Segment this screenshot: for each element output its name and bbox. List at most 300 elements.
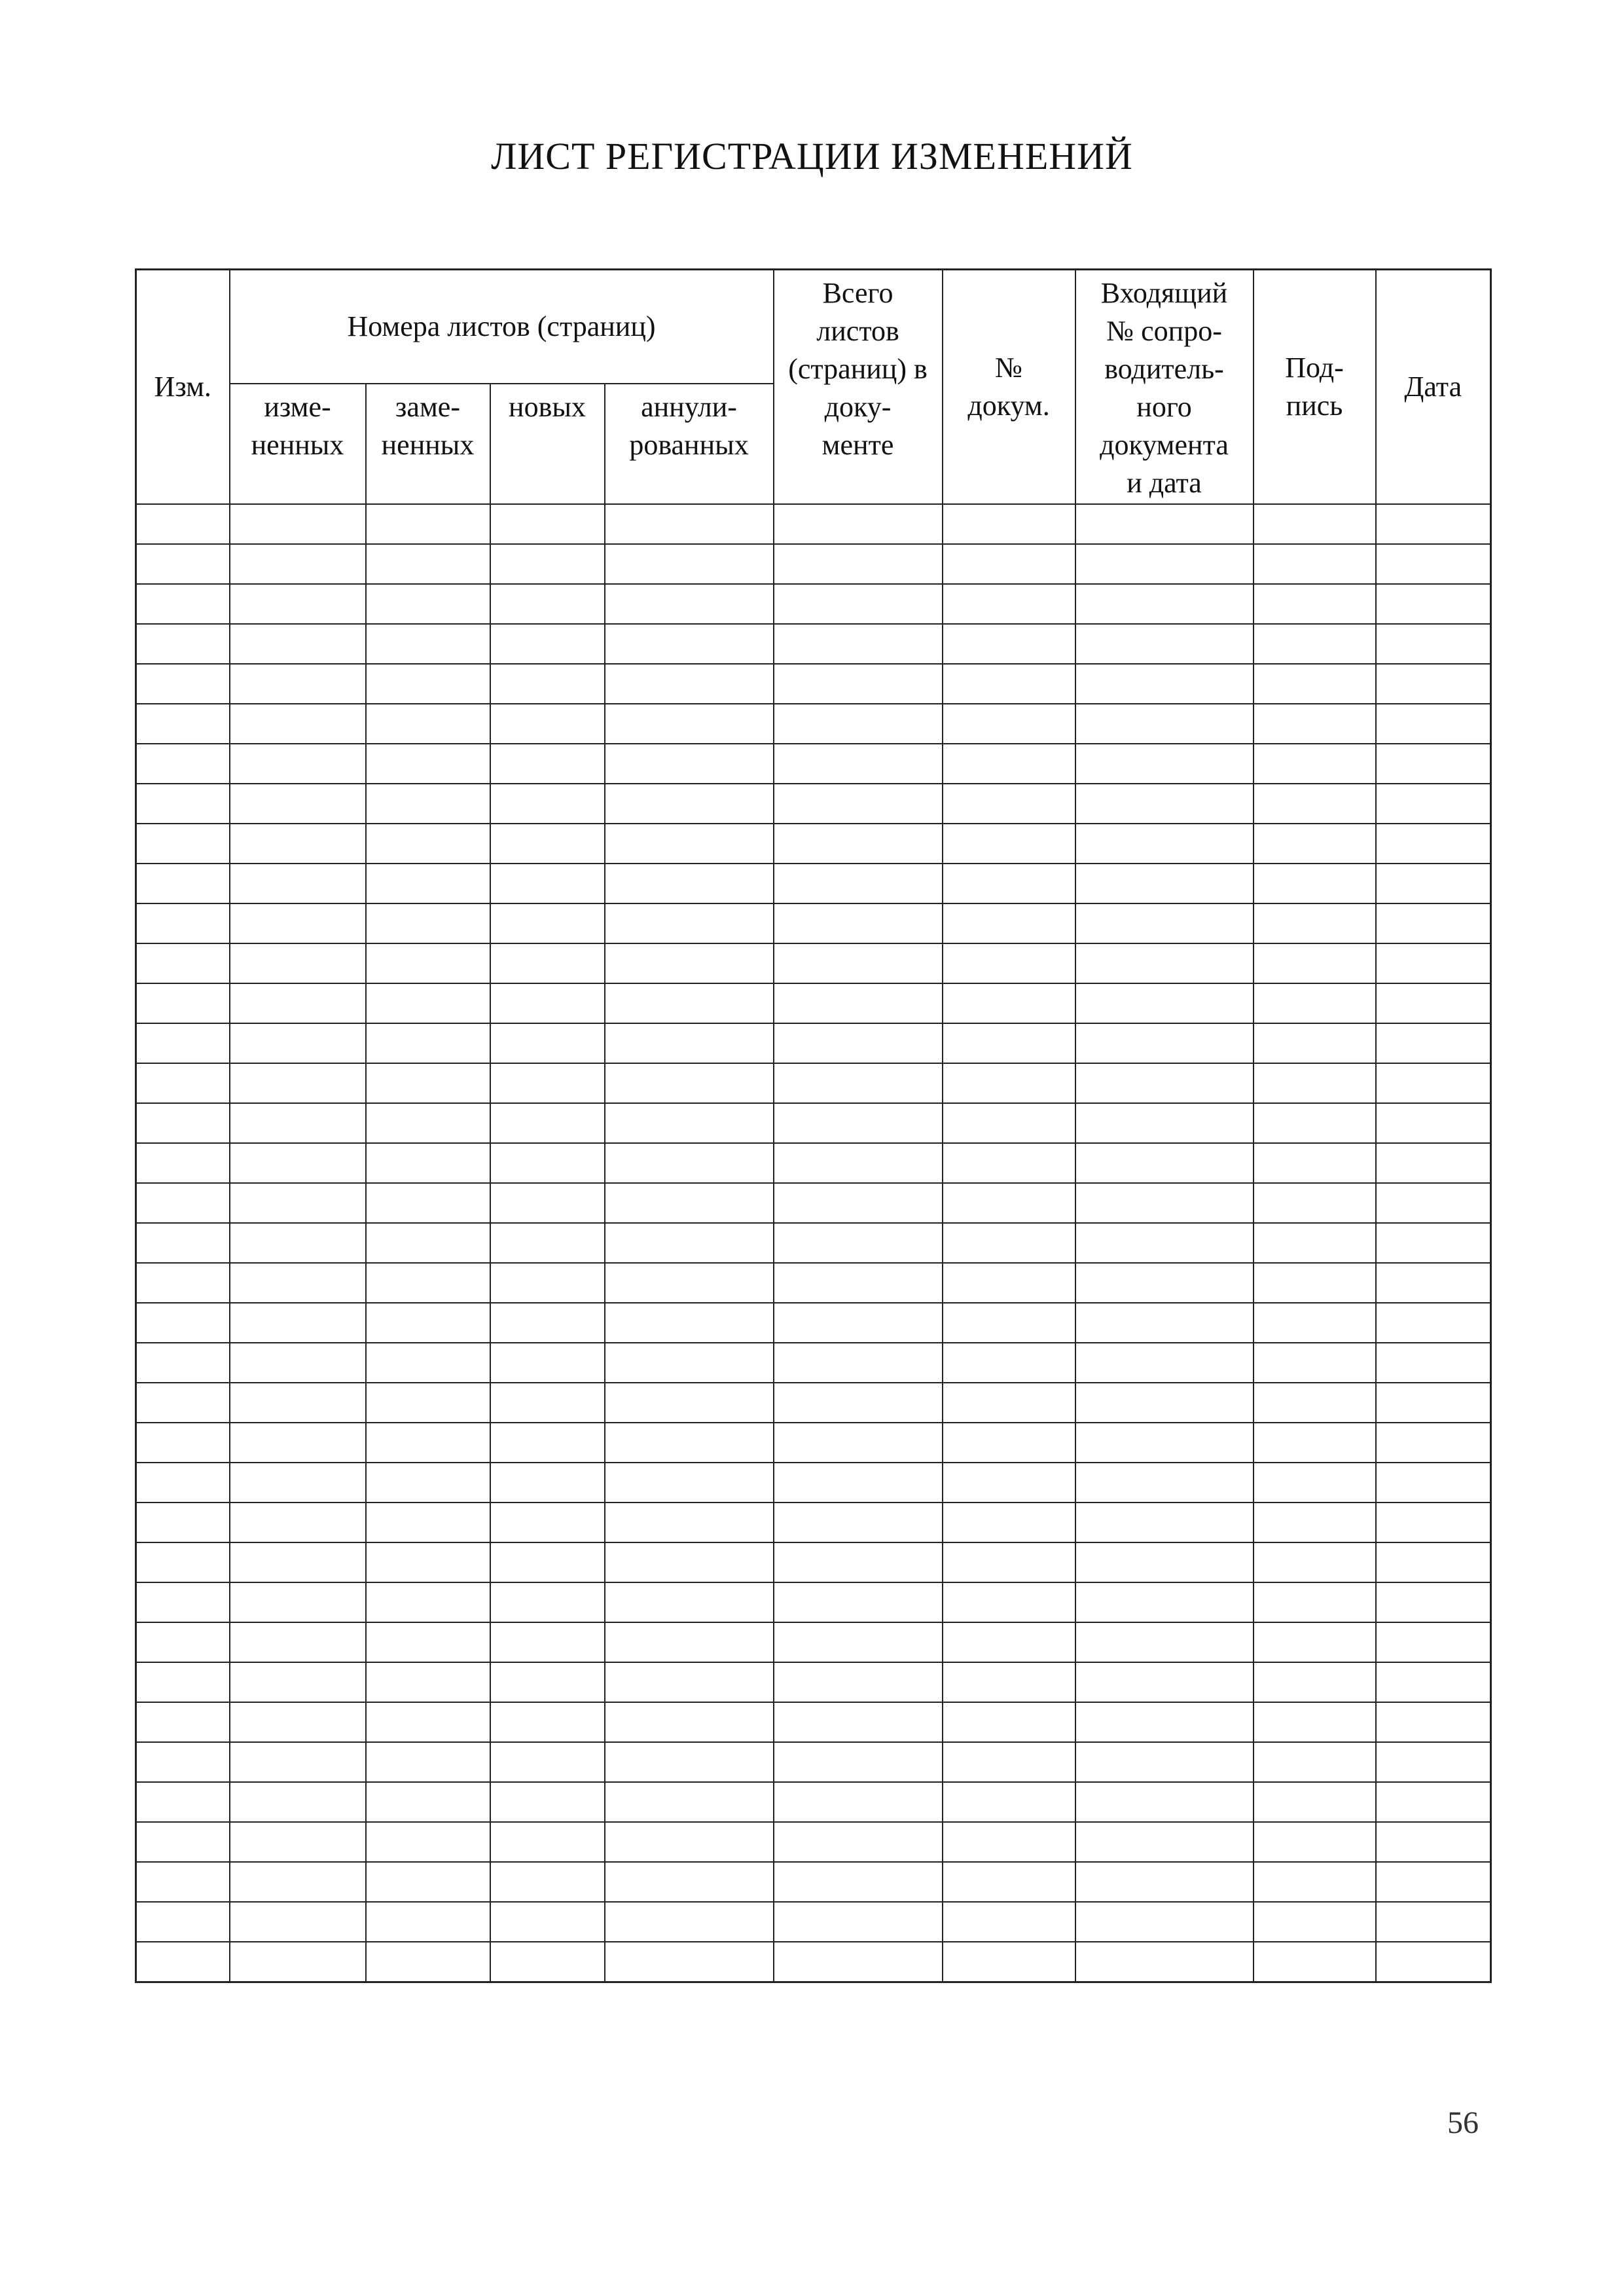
- table-cell[interactable]: [230, 1463, 366, 1503]
- table-cell[interactable]: [1376, 1702, 1491, 1742]
- table-cell[interactable]: [605, 1423, 774, 1463]
- table-cell[interactable]: [490, 1383, 605, 1423]
- table-cell[interactable]: [605, 1023, 774, 1063]
- table-cell[interactable]: [136, 1303, 230, 1343]
- table-cell[interactable]: [490, 1822, 605, 1862]
- table-cell[interactable]: [490, 784, 605, 824]
- table-cell[interactable]: [943, 983, 1075, 1023]
- table-cell[interactable]: [136, 1423, 230, 1463]
- table-cell[interactable]: [366, 1143, 490, 1183]
- table-cell[interactable]: [490, 903, 605, 943]
- table-cell[interactable]: [1075, 704, 1254, 744]
- table-cell[interactable]: [230, 1862, 366, 1902]
- table-cell[interactable]: [136, 1503, 230, 1542]
- table-cell[interactable]: [1376, 903, 1491, 943]
- table-cell[interactable]: [1075, 1782, 1254, 1822]
- table-cell[interactable]: [366, 1702, 490, 1742]
- table-cell[interactable]: [605, 704, 774, 744]
- table-cell[interactable]: [1376, 1782, 1491, 1822]
- table-cell[interactable]: [774, 624, 943, 664]
- table-cell[interactable]: [1254, 504, 1376, 544]
- table-cell[interactable]: [774, 864, 943, 903]
- table-cell[interactable]: [230, 1383, 366, 1423]
- table-cell[interactable]: [1254, 1223, 1376, 1263]
- table-cell[interactable]: [230, 1303, 366, 1343]
- table-cell[interactable]: [136, 1942, 230, 1982]
- table-cell[interactable]: [230, 544, 366, 584]
- table-cell[interactable]: [1075, 903, 1254, 943]
- table-cell[interactable]: [366, 1103, 490, 1143]
- table-cell[interactable]: [605, 824, 774, 864]
- table-cell[interactable]: [605, 1542, 774, 1582]
- table-cell[interactable]: [774, 704, 943, 744]
- table-cell[interactable]: [490, 1702, 605, 1742]
- table-cell[interactable]: [136, 943, 230, 983]
- table-cell[interactable]: [1254, 1263, 1376, 1303]
- table-cell[interactable]: [1254, 1702, 1376, 1742]
- table-cell[interactable]: [1376, 504, 1491, 544]
- table-cell[interactable]: [366, 1902, 490, 1942]
- table-cell[interactable]: [136, 744, 230, 784]
- table-cell[interactable]: [605, 1183, 774, 1223]
- table-cell[interactable]: [230, 664, 366, 704]
- table-cell[interactable]: [1075, 664, 1254, 704]
- table-cell[interactable]: [1254, 824, 1376, 864]
- table-cell[interactable]: [943, 624, 1075, 664]
- table-cell[interactable]: [136, 1063, 230, 1103]
- table-cell[interactable]: [605, 784, 774, 824]
- table-cell[interactable]: [605, 1303, 774, 1343]
- table-cell[interactable]: [1075, 1902, 1254, 1942]
- table-cell[interactable]: [943, 1782, 1075, 1822]
- table-cell[interactable]: [490, 1223, 605, 1263]
- table-cell[interactable]: [136, 983, 230, 1023]
- table-cell[interactable]: [490, 1183, 605, 1223]
- table-cell[interactable]: [774, 1183, 943, 1223]
- table-cell[interactable]: [774, 584, 943, 624]
- table-cell[interactable]: [1376, 1063, 1491, 1103]
- table-cell[interactable]: [1376, 1622, 1491, 1662]
- table-cell[interactable]: [943, 1023, 1075, 1063]
- table-cell[interactable]: [136, 1463, 230, 1503]
- table-cell[interactable]: [943, 1662, 1075, 1702]
- table-cell[interactable]: [1254, 1463, 1376, 1503]
- table-cell[interactable]: [1254, 624, 1376, 664]
- table-cell[interactable]: [230, 624, 366, 664]
- table-cell[interactable]: [230, 704, 366, 744]
- table-cell[interactable]: [1254, 1822, 1376, 1862]
- table-cell[interactable]: [136, 1223, 230, 1263]
- table-cell[interactable]: [605, 1103, 774, 1143]
- table-cell[interactable]: [605, 903, 774, 943]
- table-cell[interactable]: [1254, 1343, 1376, 1383]
- table-cell[interactable]: [230, 1103, 366, 1143]
- table-cell[interactable]: [1254, 1503, 1376, 1542]
- table-cell[interactable]: [230, 1702, 366, 1742]
- table-cell[interactable]: [1075, 744, 1254, 784]
- table-cell[interactable]: [1376, 1822, 1491, 1862]
- table-cell[interactable]: [1254, 664, 1376, 704]
- table-cell[interactable]: [366, 943, 490, 983]
- table-cell[interactable]: [366, 1023, 490, 1063]
- table-cell[interactable]: [774, 1622, 943, 1662]
- table-cell[interactable]: [943, 1103, 1075, 1143]
- table-cell[interactable]: [366, 1183, 490, 1223]
- table-cell[interactable]: [774, 784, 943, 824]
- table-cell[interactable]: [136, 903, 230, 943]
- table-cell[interactable]: [605, 1063, 774, 1103]
- table-cell[interactable]: [230, 1902, 366, 1942]
- table-cell[interactable]: [943, 1902, 1075, 1942]
- table-cell[interactable]: [490, 1063, 605, 1103]
- table-cell[interactable]: [1254, 1942, 1376, 1982]
- table-cell[interactable]: [774, 1822, 943, 1862]
- table-cell[interactable]: [230, 504, 366, 544]
- table-cell[interactable]: [136, 784, 230, 824]
- table-cell[interactable]: [136, 1862, 230, 1902]
- table-cell[interactable]: [136, 1742, 230, 1782]
- table-cell[interactable]: [366, 1782, 490, 1822]
- table-cell[interactable]: [605, 1902, 774, 1942]
- table-cell[interactable]: [230, 1542, 366, 1582]
- table-cell[interactable]: [1075, 1423, 1254, 1463]
- table-cell[interactable]: [1075, 544, 1254, 584]
- table-cell[interactable]: [1376, 784, 1491, 824]
- table-cell[interactable]: [605, 1503, 774, 1542]
- table-cell[interactable]: [774, 903, 943, 943]
- table-cell[interactable]: [1254, 943, 1376, 983]
- table-cell[interactable]: [366, 624, 490, 664]
- table-cell[interactable]: [1376, 1303, 1491, 1343]
- table-cell[interactable]: [490, 1662, 605, 1702]
- table-cell[interactable]: [774, 1063, 943, 1103]
- table-cell[interactable]: [366, 1662, 490, 1702]
- table-cell[interactable]: [943, 1383, 1075, 1423]
- table-cell[interactable]: [366, 1582, 490, 1622]
- table-cell[interactable]: [943, 1423, 1075, 1463]
- table-cell[interactable]: [1376, 1503, 1491, 1542]
- table-cell[interactable]: [230, 1023, 366, 1063]
- table-cell[interactable]: [490, 1303, 605, 1343]
- table-cell[interactable]: [136, 664, 230, 704]
- table-cell[interactable]: [1376, 1582, 1491, 1622]
- table-cell[interactable]: [774, 504, 943, 544]
- table-cell[interactable]: [1376, 1662, 1491, 1702]
- table-cell[interactable]: [605, 1862, 774, 1902]
- table-cell[interactable]: [1075, 1862, 1254, 1902]
- table-cell[interactable]: [230, 584, 366, 624]
- table-cell[interactable]: [605, 983, 774, 1023]
- table-cell[interactable]: [943, 664, 1075, 704]
- table-cell[interactable]: [366, 1503, 490, 1542]
- table-cell[interactable]: [1254, 1383, 1376, 1423]
- table-cell[interactable]: [230, 1782, 366, 1822]
- table-cell[interactable]: [1075, 1503, 1254, 1542]
- table-cell[interactable]: [1075, 1942, 1254, 1982]
- table-cell[interactable]: [136, 1383, 230, 1423]
- table-cell[interactable]: [1075, 943, 1254, 983]
- table-cell[interactable]: [943, 943, 1075, 983]
- table-cell[interactable]: [136, 1702, 230, 1742]
- table-cell[interactable]: [490, 1622, 605, 1662]
- table-cell[interactable]: [366, 983, 490, 1023]
- table-cell[interactable]: [1254, 1542, 1376, 1582]
- table-cell[interactable]: [1075, 504, 1254, 544]
- table-cell[interactable]: [1376, 1423, 1491, 1463]
- table-cell[interactable]: [774, 1423, 943, 1463]
- table-cell[interactable]: [1376, 1463, 1491, 1503]
- table-cell[interactable]: [774, 1223, 943, 1263]
- table-cell[interactable]: [943, 1463, 1075, 1503]
- table-cell[interactable]: [605, 1343, 774, 1383]
- table-cell[interactable]: [943, 1942, 1075, 1982]
- table-cell[interactable]: [1254, 784, 1376, 824]
- table-cell[interactable]: [230, 1143, 366, 1183]
- table-cell[interactable]: [1075, 624, 1254, 664]
- table-cell[interactable]: [1254, 1902, 1376, 1942]
- table-cell[interactable]: [774, 1702, 943, 1742]
- table-cell[interactable]: [490, 1782, 605, 1822]
- table-cell[interactable]: [490, 1742, 605, 1782]
- table-cell[interactable]: [605, 1223, 774, 1263]
- table-cell[interactable]: [1254, 1143, 1376, 1183]
- table-cell[interactable]: [943, 1542, 1075, 1582]
- table-cell[interactable]: [943, 584, 1075, 624]
- table-cell[interactable]: [1376, 664, 1491, 704]
- table-cell[interactable]: [774, 1303, 943, 1343]
- table-cell[interactable]: [230, 1063, 366, 1103]
- table-cell[interactable]: [605, 584, 774, 624]
- table-cell[interactable]: [1254, 1742, 1376, 1782]
- table-cell[interactable]: [490, 1862, 605, 1902]
- table-cell[interactable]: [1376, 584, 1491, 624]
- table-cell[interactable]: [1075, 1143, 1254, 1183]
- table-cell[interactable]: [1075, 1702, 1254, 1742]
- table-cell[interactable]: [943, 704, 1075, 744]
- table-cell[interactable]: [605, 1622, 774, 1662]
- table-cell[interactable]: [230, 1662, 366, 1702]
- table-cell[interactable]: [1376, 1742, 1491, 1782]
- table-cell[interactable]: [136, 1183, 230, 1223]
- table-cell[interactable]: [1376, 624, 1491, 664]
- table-cell[interactable]: [490, 1542, 605, 1582]
- table-cell[interactable]: [230, 1742, 366, 1782]
- table-cell[interactable]: [605, 1702, 774, 1742]
- table-cell[interactable]: [230, 943, 366, 983]
- table-cell[interactable]: [136, 1662, 230, 1702]
- table-cell[interactable]: [230, 1503, 366, 1542]
- table-cell[interactable]: [1075, 824, 1254, 864]
- table-cell[interactable]: [136, 1902, 230, 1942]
- table-cell[interactable]: [774, 1782, 943, 1822]
- table-cell[interactable]: [605, 1782, 774, 1822]
- table-cell[interactable]: [1254, 704, 1376, 744]
- table-cell[interactable]: [490, 824, 605, 864]
- table-cell[interactable]: [490, 1503, 605, 1542]
- table-cell[interactable]: [605, 1582, 774, 1622]
- table-cell[interactable]: [605, 1742, 774, 1782]
- table-cell[interactable]: [1075, 1582, 1254, 1622]
- table-cell[interactable]: [605, 1263, 774, 1303]
- table-cell[interactable]: [774, 544, 943, 584]
- table-cell[interactable]: [366, 824, 490, 864]
- table-cell[interactable]: [774, 1143, 943, 1183]
- table-cell[interactable]: [366, 1423, 490, 1463]
- table-cell[interactable]: [230, 1263, 366, 1303]
- table-cell[interactable]: [1075, 1263, 1254, 1303]
- table-cell[interactable]: [1254, 1662, 1376, 1702]
- table-cell[interactable]: [490, 744, 605, 784]
- table-cell[interactable]: [774, 1542, 943, 1582]
- table-cell[interactable]: [774, 1862, 943, 1902]
- table-cell[interactable]: [1254, 1782, 1376, 1822]
- table-cell[interactable]: [1075, 1662, 1254, 1702]
- table-cell[interactable]: [605, 624, 774, 664]
- table-cell[interactable]: [1075, 1622, 1254, 1662]
- table-cell[interactable]: [943, 504, 1075, 544]
- table-cell[interactable]: [605, 1662, 774, 1702]
- table-cell[interactable]: [136, 864, 230, 903]
- table-cell[interactable]: [1254, 1862, 1376, 1902]
- table-cell[interactable]: [774, 943, 943, 983]
- table-cell[interactable]: [366, 1942, 490, 1982]
- table-cell[interactable]: [490, 504, 605, 544]
- table-cell[interactable]: [1075, 1383, 1254, 1423]
- table-cell[interactable]: [943, 1862, 1075, 1902]
- table-cell[interactable]: [136, 1143, 230, 1183]
- table-cell[interactable]: [1376, 1023, 1491, 1063]
- table-cell[interactable]: [1376, 1542, 1491, 1582]
- table-cell[interactable]: [490, 1902, 605, 1942]
- table-cell[interactable]: [136, 1103, 230, 1143]
- table-cell[interactable]: [605, 744, 774, 784]
- table-cell[interactable]: [230, 1183, 366, 1223]
- table-cell[interactable]: [1376, 1383, 1491, 1423]
- table-cell[interactable]: [774, 1263, 943, 1303]
- table-cell[interactable]: [774, 1742, 943, 1782]
- table-cell[interactable]: [366, 1343, 490, 1383]
- table-cell[interactable]: [230, 1942, 366, 1982]
- table-cell[interactable]: [366, 504, 490, 544]
- table-cell[interactable]: [1376, 1902, 1491, 1942]
- table-cell[interactable]: [366, 1223, 490, 1263]
- table-cell[interactable]: [230, 1223, 366, 1263]
- table-cell[interactable]: [366, 1263, 490, 1303]
- table-cell[interactable]: [1376, 983, 1491, 1023]
- table-cell[interactable]: [605, 1463, 774, 1503]
- table-cell[interactable]: [943, 1582, 1075, 1622]
- table-cell[interactable]: [366, 1822, 490, 1862]
- table-cell[interactable]: [366, 744, 490, 784]
- table-cell[interactable]: [230, 983, 366, 1023]
- table-cell[interactable]: [1075, 983, 1254, 1023]
- table-cell[interactable]: [230, 1343, 366, 1383]
- table-cell[interactable]: [605, 1143, 774, 1183]
- table-cell[interactable]: [366, 1862, 490, 1902]
- table-cell[interactable]: [1075, 1303, 1254, 1343]
- table-cell[interactable]: [1075, 1023, 1254, 1063]
- table-cell[interactable]: [1254, 544, 1376, 584]
- table-cell[interactable]: [1376, 1862, 1491, 1902]
- table-cell[interactable]: [1376, 704, 1491, 744]
- table-cell[interactable]: [1376, 1942, 1491, 1982]
- table-cell[interactable]: [1075, 784, 1254, 824]
- table-cell[interactable]: [1075, 1223, 1254, 1263]
- table-cell[interactable]: [605, 943, 774, 983]
- table-cell[interactable]: [943, 784, 1075, 824]
- table-cell[interactable]: [943, 824, 1075, 864]
- table-cell[interactable]: [490, 1263, 605, 1303]
- table-cell[interactable]: [943, 1742, 1075, 1782]
- table-cell[interactable]: [136, 1343, 230, 1383]
- table-cell[interactable]: [136, 704, 230, 744]
- table-cell[interactable]: [366, 1463, 490, 1503]
- table-cell[interactable]: [605, 1942, 774, 1982]
- table-cell[interactable]: [366, 784, 490, 824]
- table-cell[interactable]: [1376, 1343, 1491, 1383]
- table-cell[interactable]: [230, 784, 366, 824]
- table-cell[interactable]: [1075, 864, 1254, 903]
- table-cell[interactable]: [366, 1622, 490, 1662]
- table-cell[interactable]: [366, 704, 490, 744]
- table-cell[interactable]: [1075, 1822, 1254, 1862]
- table-cell[interactable]: [136, 824, 230, 864]
- table-cell[interactable]: [366, 903, 490, 943]
- table-cell[interactable]: [774, 1902, 943, 1942]
- table-cell[interactable]: [136, 1622, 230, 1662]
- table-cell[interactable]: [605, 504, 774, 544]
- table-cell[interactable]: [366, 1383, 490, 1423]
- table-cell[interactable]: [943, 1622, 1075, 1662]
- table-cell[interactable]: [774, 983, 943, 1023]
- table-cell[interactable]: [490, 1582, 605, 1622]
- table-cell[interactable]: [774, 1383, 943, 1423]
- table-cell[interactable]: [1254, 1423, 1376, 1463]
- table-cell[interactable]: [366, 1303, 490, 1343]
- table-cell[interactable]: [490, 1463, 605, 1503]
- table-cell[interactable]: [1254, 1063, 1376, 1103]
- table-cell[interactable]: [774, 1503, 943, 1542]
- table-cell[interactable]: [1254, 1103, 1376, 1143]
- table-cell[interactable]: [490, 624, 605, 664]
- table-cell[interactable]: [943, 744, 1075, 784]
- table-cell[interactable]: [943, 1263, 1075, 1303]
- table-cell[interactable]: [230, 824, 366, 864]
- table-cell[interactable]: [1254, 1183, 1376, 1223]
- table-cell[interactable]: [1075, 584, 1254, 624]
- table-cell[interactable]: [136, 1782, 230, 1822]
- table-cell[interactable]: [136, 1822, 230, 1862]
- table-cell[interactable]: [366, 544, 490, 584]
- table-cell[interactable]: [1075, 1183, 1254, 1223]
- table-cell[interactable]: [366, 864, 490, 903]
- table-cell[interactable]: [943, 903, 1075, 943]
- table-cell[interactable]: [136, 1023, 230, 1063]
- table-cell[interactable]: [230, 1423, 366, 1463]
- table-cell[interactable]: [230, 744, 366, 784]
- table-cell[interactable]: [1254, 1303, 1376, 1343]
- table-cell[interactable]: [1254, 903, 1376, 943]
- table-cell[interactable]: [490, 1143, 605, 1183]
- table-cell[interactable]: [136, 584, 230, 624]
- table-cell[interactable]: [1376, 1223, 1491, 1263]
- table-cell[interactable]: [1075, 1742, 1254, 1782]
- table-cell[interactable]: [230, 1582, 366, 1622]
- table-cell[interactable]: [490, 1103, 605, 1143]
- table-cell[interactable]: [943, 864, 1075, 903]
- table-cell[interactable]: [136, 624, 230, 664]
- table-cell[interactable]: [366, 1742, 490, 1782]
